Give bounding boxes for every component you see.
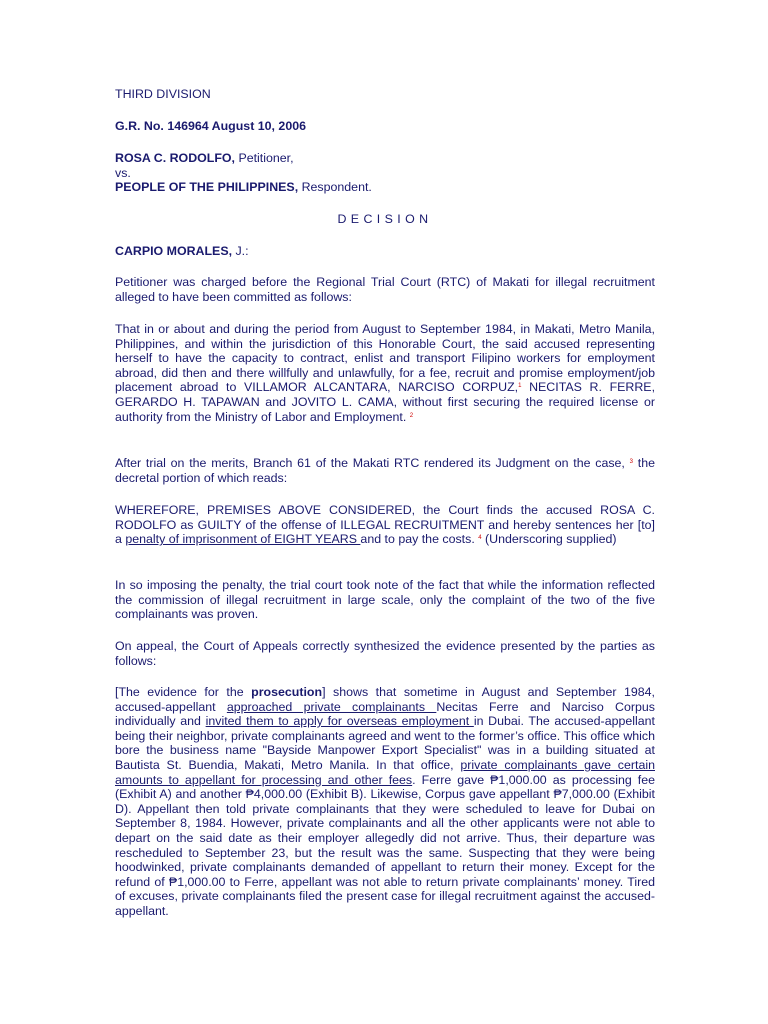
bold-prosecution: prosecution [251,685,323,699]
case-number: G.R. No. 146964 August 10, 2006 [115,119,306,133]
paragraph-2-information: That in or about and during the period from August to September 1984, in Makati, Metro Manila, Philippines, and within the jurisdiction of this Honorable Court, the said accused representing herself to have the capacity to contract, enlist and transport Filipino workers for employment abroad, did then and there willfully and unlawfully, for a fee, recruit and promise employment/job placement abroad to VILLAMOR ALCANTARA, NARCISO CORPUZ,$^1$ NECITAS R. FERRE, GERARDO H. TAPAWAN and JOVITO L. CAMA, without first securing the required license or authority from the Ministry of Labor and Employment. $^2$ [115,322,656,424]
respondent-role: Respondent. [298,180,372,194]
respondent-line [115,180,655,195]
paragraph-4-dispositive: WHEREFORE, PREMISES ABOVE CONSIDERED, the Court finds the accused ROSA C. RODOLFO as GUILTY of the offense of ILLEGAL RECRUITMENT and hereby sentences her [to] a penalty of imprisonment of EIGHT YEARS and to pay the costs. $^4$ (Underscoring supplied) [115,503,655,547]
ponente-line [115,244,655,259]
footnote-1-marker[interactable]: 1 [518,383,522,390]
footnote-3-marker[interactable]: 3 [629,459,633,465]
decision-heading: DECISION [337,212,433,226]
underlined-invited: invited them to apply for overseas employment [205,714,474,729]
paragraph-1: Petitioner was charged before the Regional Trial Court (RTC) of Makati for illegal recruitment alleged to have been committed as follows: [115,275,655,304]
ponente-name: CARPIO MORALES, [115,244,233,258]
petitioner-name: ROSA C. RODOLFO, [115,151,236,165]
petitioner-line [115,151,655,166]
paragraph-7-evidence: [The evidence for the prosecution] shows that sometime in August and September 1984, accused-appellant approached private complainants Necitas Ferre and Narciso Corpus individually and invited them to apply for overseas employment in Dubai. The accused-appellant being their neighbor, private complainants agreed and went to the former’s office. This office which bore the business name "Bayside Manpower Export Specialist" was in a building situated at Bautista St. Buendia, Makati, Metro Manila. In that office, private complainants gave certain amounts to appellant for processing and other fees. Ferre gave ₱1,000.00 as processing fee (Exhibit A) and another ₱4,000.00 (Exhibit B). Likewise, Corpus gave appellant ₱7,000.00 (Exhibit D). Appellant then told private complainants that they were scheduled to leave for Dubai on September 8, 1984. However, private complainants and all the other applicants were not able to depart on the said date as their employer allegedly did not arrive. Thus, their departure was rescheduled to September 23, but the result was the same. Suspecting that they were being hoodwinked, private complainants demanded of appellant to return their money. Except for the refund of ₱1,000.00 to Ferre, appellant was not able to return private complainants’ money. Tired of excuses, private complainants filed the present case for illegal recruitment against the accused-appellant. [115,685,656,918]
paragraph-5: In so imposing the penalty, the trial court took note of the fact that while the information reflected the commission of illegal recruitment in large scale, only the complaint of the two of the five complainants was proven. [115,578,655,622]
underlined-penalty: penalty of imprisonment of EIGHT YEARS [125,532,361,547]
footnote-2-marker[interactable]: 2 [409,412,414,419]
ponente-title: J.: [232,244,249,258]
paragraph-3: After trial on the merits, Branch 61 of the Makati RTC rendered its Judgment on the case, $^3$ the decretal portion of which reads: [115,456,655,485]
paragraph-6: On appeal, the Court of Appeals correctly synthesized the evidence presented by the parties as follows: [115,639,655,668]
underlined-approached: approached private complainants [226,699,437,714]
underlined-gave-amounts: private complainants gave certain amounts to appellant for processing and other fees [115,757,655,787]
footnote-4-marker[interactable]: 4 [478,535,482,542]
respondent-name: PEOPLE OF THE PHILIPPINES, [115,180,299,194]
versus-line: vs. [115,166,131,180]
petitioner-role: Petitioner, [235,151,294,165]
division-heading: THIRD DIVISION [115,87,211,101]
